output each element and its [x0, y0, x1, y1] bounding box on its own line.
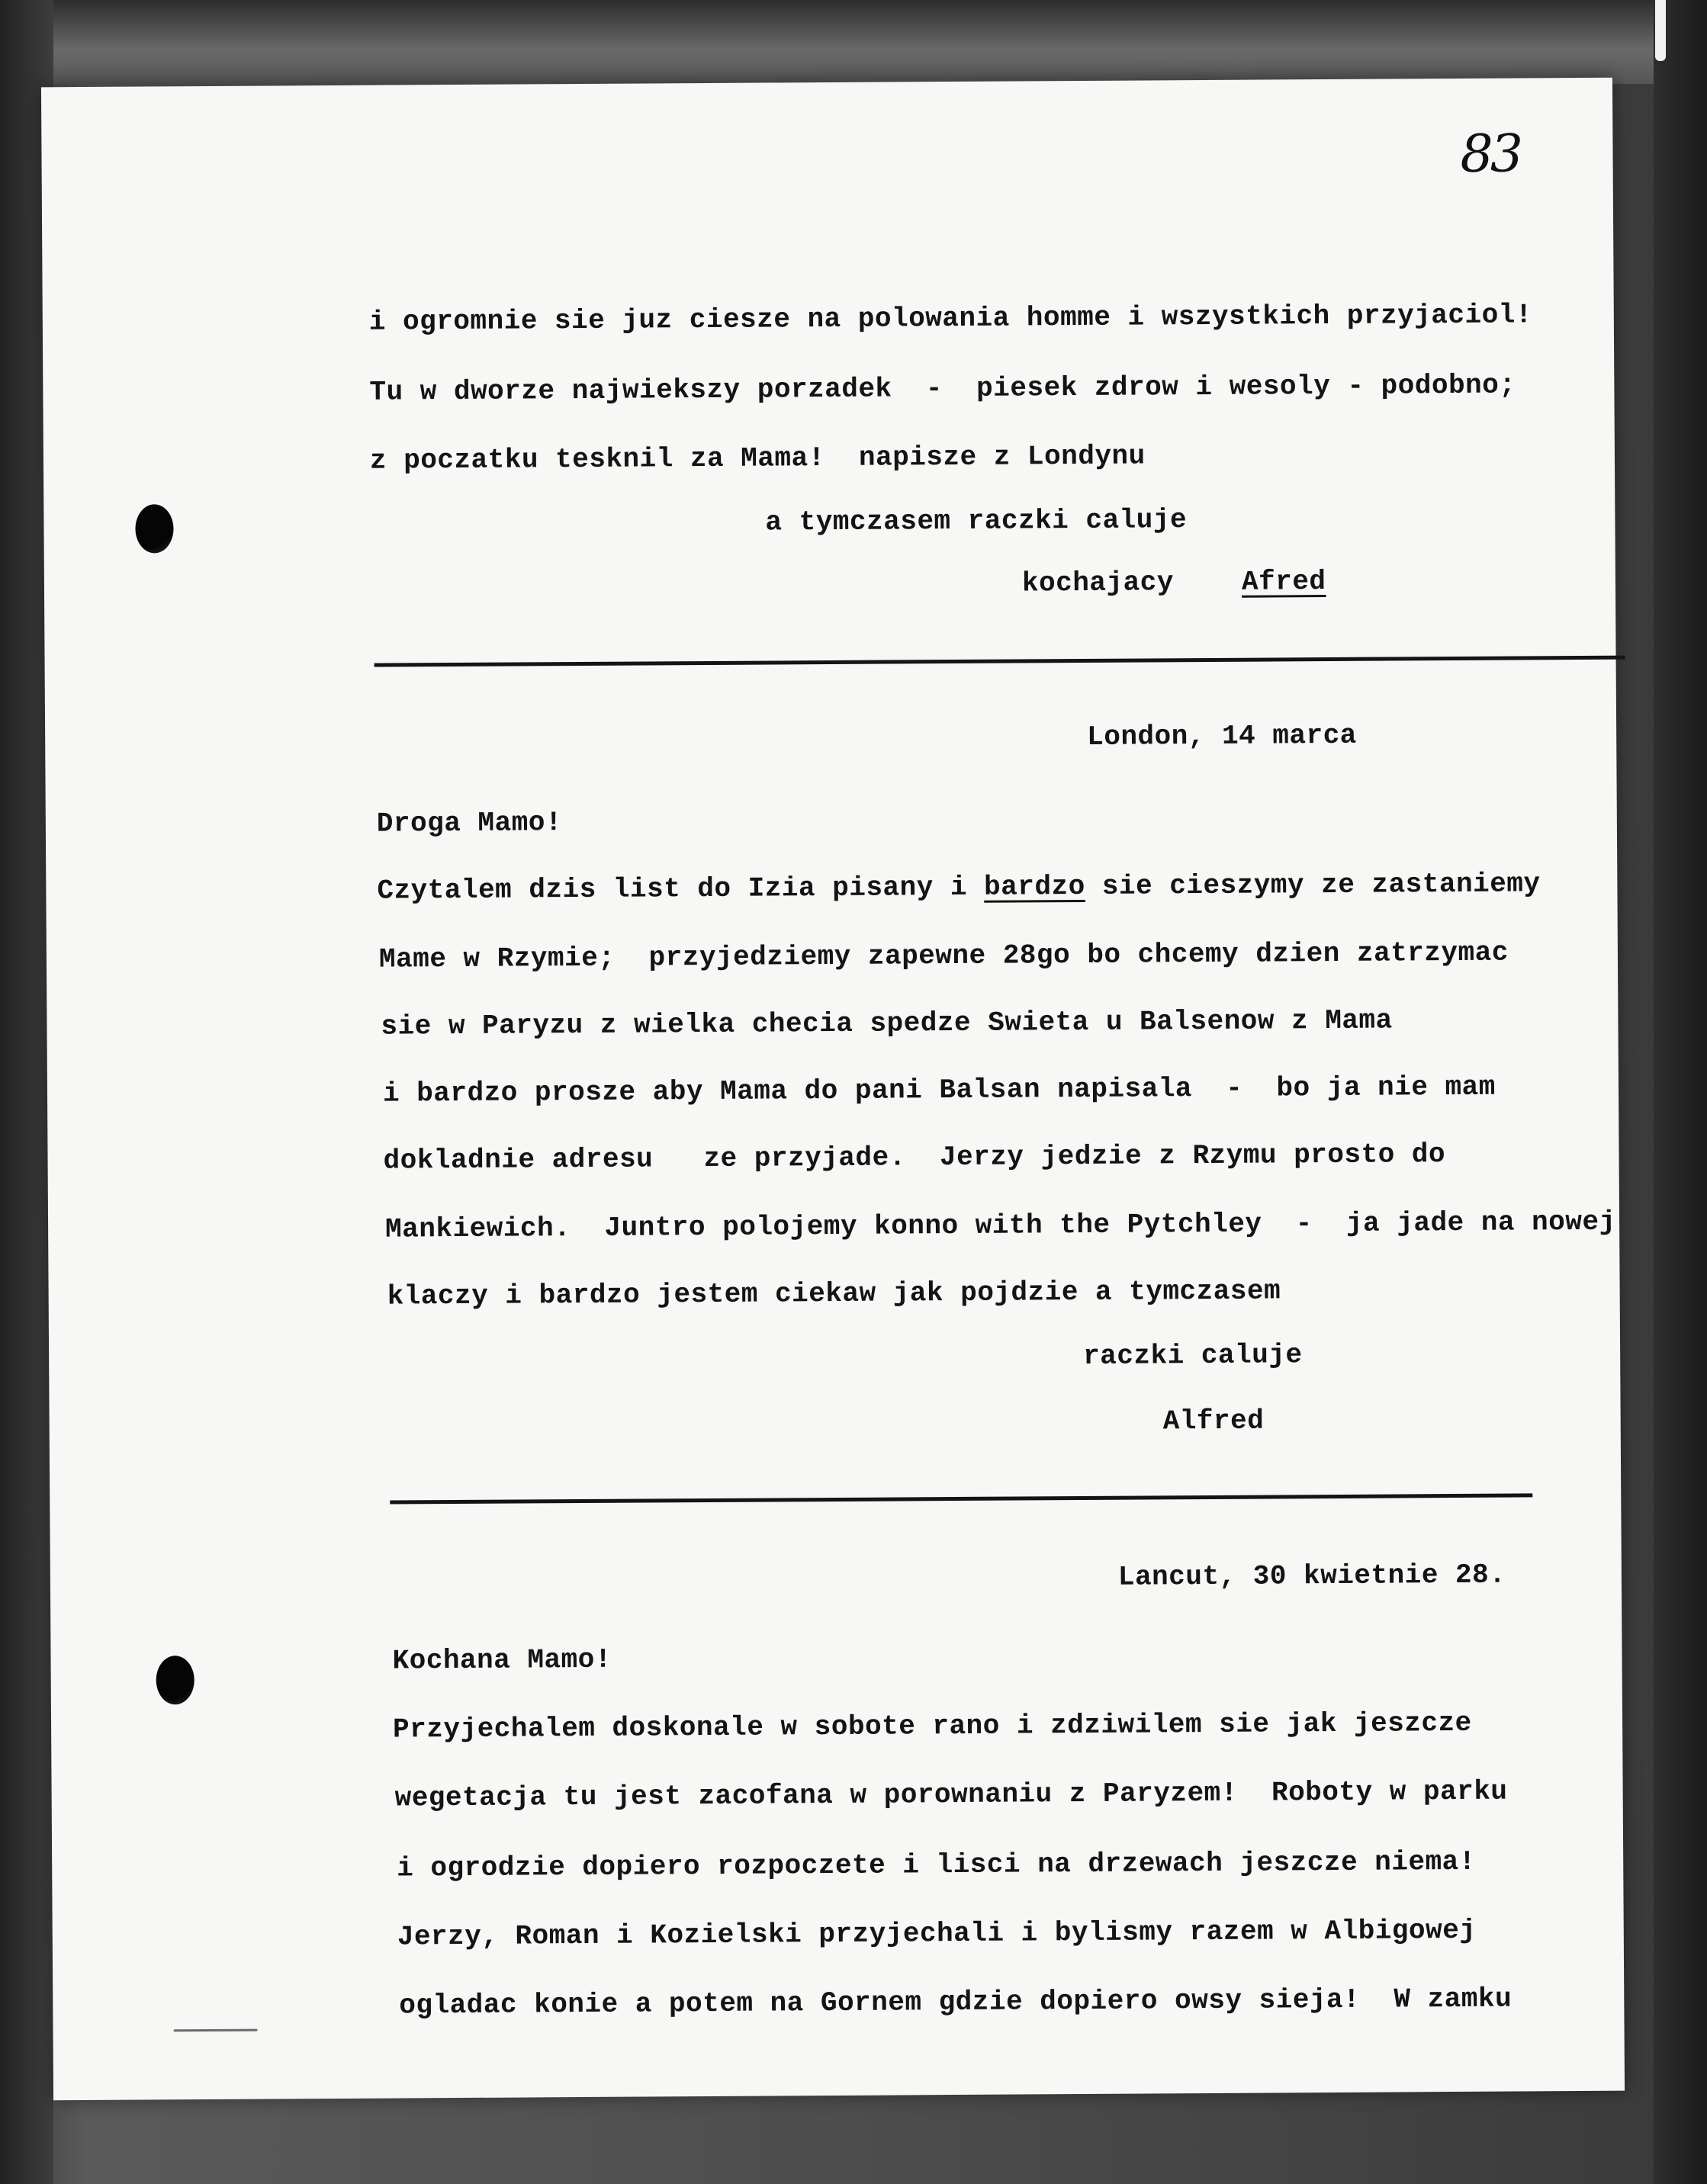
letter3-line-1: Przyjechalem doskonale w sobote rano i zdziwilem sie jak jeszcze	[392, 1707, 1472, 1746]
punch-hole-bottom	[156, 1656, 194, 1704]
letter2-line-5: dokladnie adresu ze przyjade. Jerzy jedzie z Rzymu prosto do	[383, 1139, 1446, 1177]
letter3-line-5: ogladac konie a potem na Gornem gdzie dopiero owsy sieja! W zamku	[399, 1983, 1513, 2022]
letter3-dateline: Lancut, 30 kwietnie 28.	[1117, 1559, 1506, 1593]
letter2-dateline: London, 14 marca	[1087, 719, 1357, 753]
film-notch	[1655, 0, 1666, 61]
letter3-line-4: Jerzy, Roman i Kozielski przyjechali i bylismy razem w Albigowej	[397, 1914, 1477, 1953]
letter2-line-4: i bardzo prosze aby Mama do pani Balsan napisala - bo ja nie mam	[382, 1071, 1496, 1110]
divider-rule-2	[390, 1493, 1532, 1504]
letter2-salutation: Droga Mamo!	[376, 807, 563, 840]
letter2-closing: raczki caluje	[1083, 1339, 1303, 1373]
letter1-line-1: i ogromnie sie juz ciesze na polowania homme i wszystkich przyjaciol!	[368, 299, 1533, 338]
letter3-line-2: wegetacja tu jest zacofana w porownaniu z Paryzem! Roboty w parku	[394, 1775, 1508, 1814]
letter1-line-3: z poczatku tesknil za Mama! napisze z Londynu	[369, 440, 1146, 477]
letter2-line-3: sie w Paryzu z wielka checia spedze Swieta u Balsenow z Mama	[381, 1004, 1393, 1042]
page-number: 83	[1460, 124, 1521, 185]
letter2-line-6: Mankiewich. Juntro polojemy konno with the Pytchley - ja jade na nowej	[384, 1206, 1616, 1245]
letter2-line-7: klaczy i bardzo jestem ciekaw jak pojdzie a tymczasem	[387, 1275, 1281, 1312]
letter1-line-4: a tymczasem raczki caluje	[765, 504, 1188, 538]
letter2-line-1	[377, 868, 1540, 906]
letter3-salutation: Kochana Mamo!	[392, 1643, 612, 1677]
film-border-right	[1654, 0, 1707, 2184]
letter2-line-1-end: sie cieszymy ze zastaniemy	[1085, 868, 1541, 902]
film-border-top	[0, 0, 1707, 84]
letter1-line-2: Tu w dworze najwiekszy porzadek - piesek zdrow i wesoly - podobno;	[369, 369, 1516, 408]
letter2-emphasis: bardzo	[983, 870, 1085, 903]
letter2-signature: Alfred	[1162, 1405, 1265, 1437]
letter1-signature: Afred	[1241, 566, 1326, 598]
letter3-line-3: i ogrodzie dopiero rozpoczete i lisci na drzewach jeszcze niema!	[397, 1845, 1476, 1884]
punch-hole-top	[135, 504, 173, 553]
divider-rule-1	[375, 656, 1625, 667]
letter2-line-2: Mame w Rzymie; przyjedziemy zapewne 28go bo chcemy dzien zatrzymac	[378, 936, 1509, 975]
page-scuff-mark	[174, 2029, 258, 2032]
letter1-closing: kochajacy	[1021, 567, 1175, 599]
typed-page	[41, 78, 1625, 2101]
letter2-line-1-start: Czytalem dzis list do Izia pisany i	[377, 871, 985, 907]
